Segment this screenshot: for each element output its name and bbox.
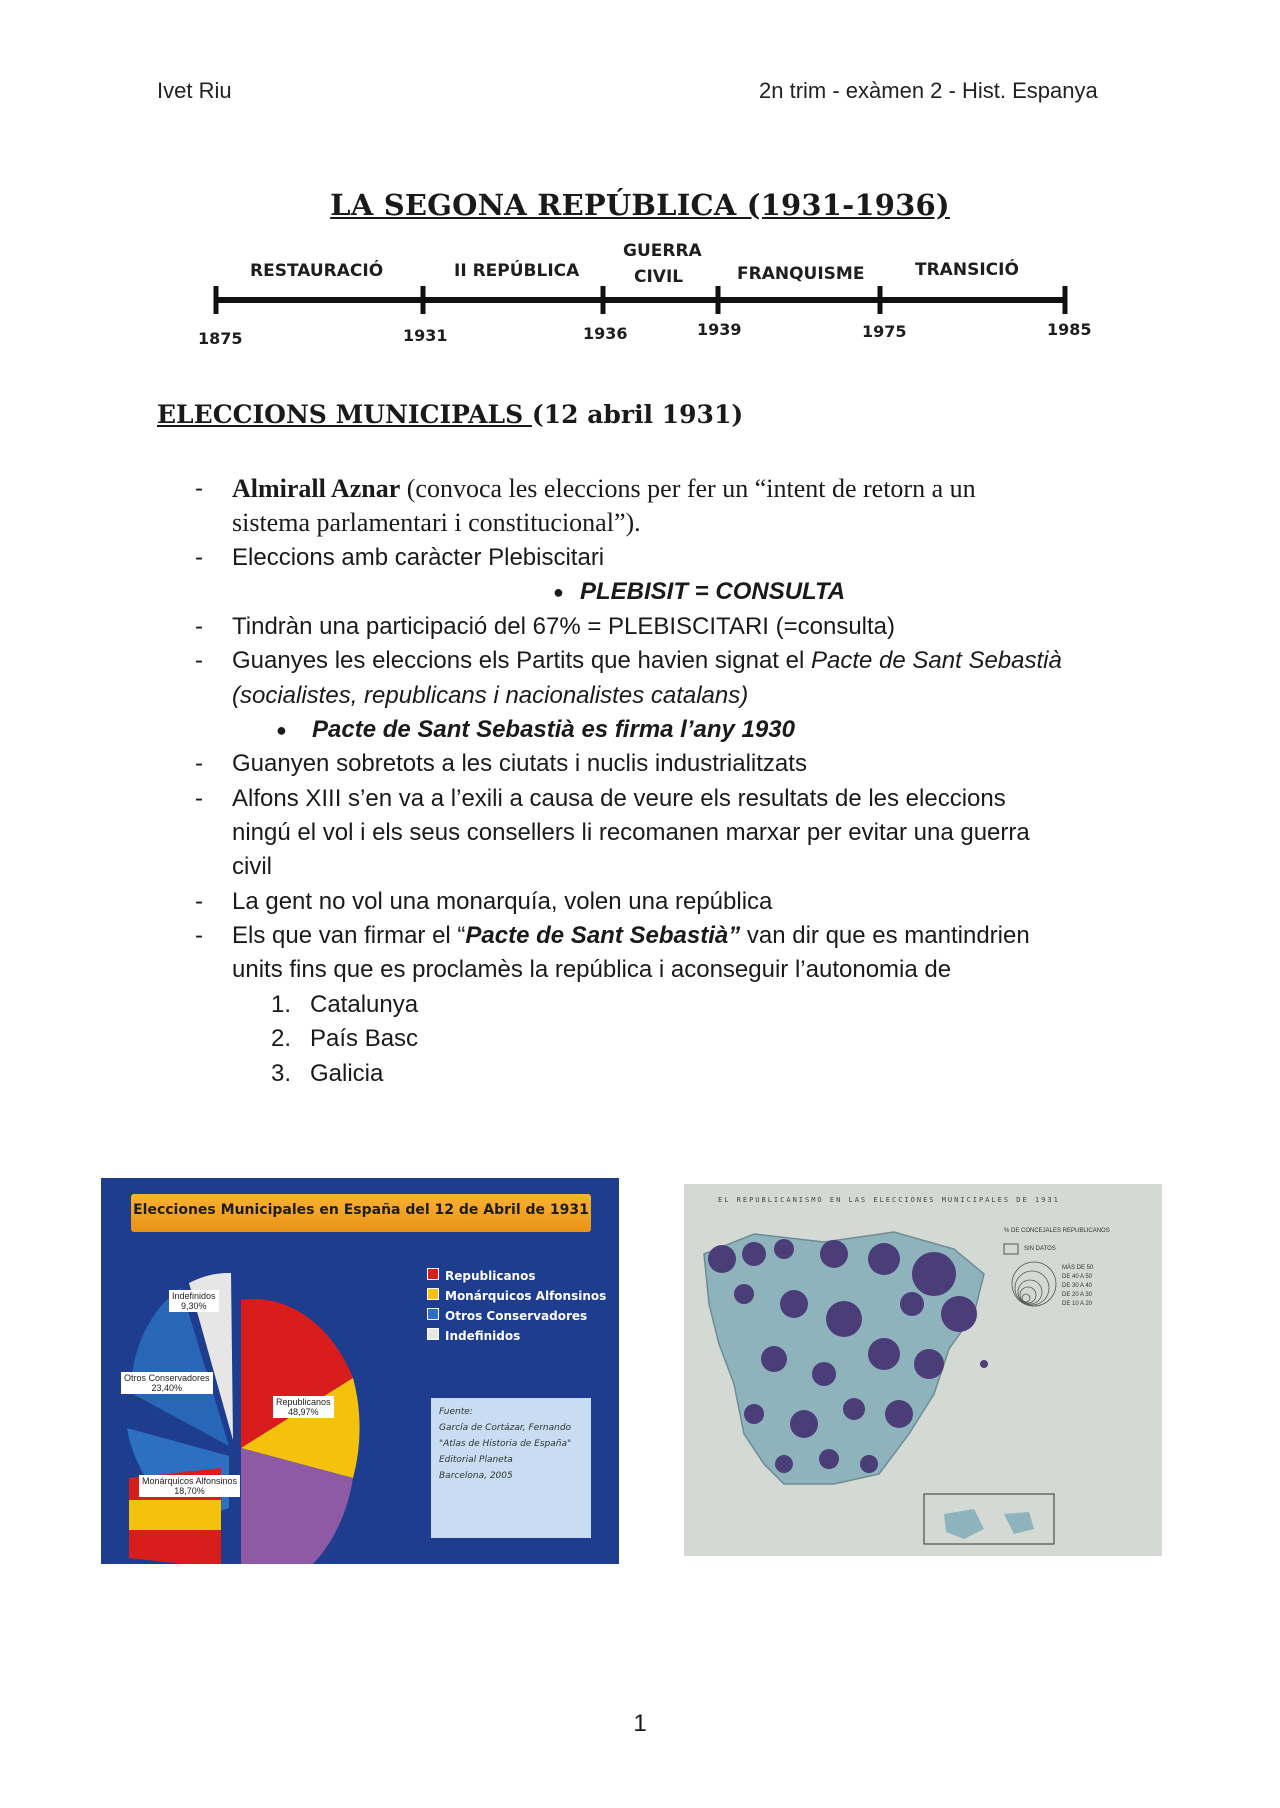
list-dash: - [195, 750, 203, 777]
list-item-cont: civil [232, 853, 272, 880]
numbered-item: Catalunya [310, 991, 419, 1018]
republicanism-map-figure [684, 1184, 1162, 1556]
item-italic: Pacte de Sant Sebastià [811, 647, 1062, 674]
list-dash: - [195, 544, 203, 571]
pie-legend [427, 1266, 606, 1346]
numbered-marker: 3. [271, 1060, 292, 1087]
timeline-label-civil: CIVIL [634, 267, 684, 287]
timeline-year: 1939 [697, 320, 742, 339]
item-bold-italic: Pacte de Sant Sebastià” [465, 922, 741, 949]
list-dash: - [195, 475, 203, 502]
legend-item: Republicanos [427, 1266, 606, 1286]
sub-bullet-item: Pacte de Sant Sebastià es firma l’any 1930 [312, 716, 795, 743]
list-item: Eleccions amb caràcter Plebiscitari [232, 544, 605, 571]
timeline-year: 1936 [583, 324, 628, 343]
section-title: ELECCIONS MUNICIPALS [157, 400, 532, 429]
section-heading [157, 400, 743, 429]
legend-item: Otros Conservadores [427, 1306, 606, 1326]
pie-label-repub: Republicanos 48,97% [273, 1396, 334, 1418]
legend-item: Monárquicos Alfonsinos [427, 1286, 606, 1306]
list-item [232, 472, 976, 506]
section-date: (12 abril 1931) [531, 400, 744, 429]
figure-title: Elecciones Municipales en España del 12 de Abril de 1931 [133, 1202, 589, 1218]
legend-item: Indefinidos [427, 1326, 606, 1346]
list-item-cont: sistema parlamentari i constitucional”). [232, 508, 641, 537]
map-svg [684, 1184, 1162, 1556]
map-legend-nodata: SIN DATOS [1024, 1246, 1056, 1252]
timeline-year: 1975 [862, 322, 907, 341]
list-item: La gent no vol una monarquía, volen una república [232, 888, 773, 915]
list-dash: - [195, 922, 203, 949]
item-text: Guanyes les eleccions els Partits que havien signat el [232, 647, 811, 674]
list-item: Tindràn una participació del 67% = PLEBISCITARI (=consulta) [232, 613, 895, 640]
page-number: 1 [633, 1710, 647, 1737]
numbered-marker: 1. [271, 991, 292, 1018]
item-bold: Almirall Aznar [232, 474, 401, 503]
list-item: Alfons XIII s’en va a l’exili a causa de veure els resultats de les eleccions [232, 785, 1006, 812]
list-dash: - [195, 647, 203, 674]
list-item-cont: units fins que es proclamès la república i aconseguir l’autonomia de [232, 956, 952, 983]
page-title: LA SEGONA REPÚBLICA (1931-1936) [330, 188, 950, 222]
map-title: EL REPUBLICANISMO EN LAS ELECCIONES MUNICIPALES DE 1931 [718, 1196, 1060, 1204]
list-dash: - [195, 613, 203, 640]
election-pie-figure [101, 1178, 619, 1564]
numbered-marker: 2. [271, 1025, 292, 1052]
pie-label-monar: Monárquicos Alfonsinos 18,70% [139, 1475, 240, 1497]
bullet-icon: ● [276, 720, 287, 740]
map-legend-ranges: MÁS DE 50 DE 40 A 50 DE 30 A 40 DE 20 A 30 DE 10 A 20 [1062, 1265, 1094, 1307]
header-course: 2n trim - exàmen 2 - Hist. Espanya [759, 78, 1098, 103]
source-box: Fuente: García de Cortázar, Fernando "Atlas de Historia de España" Editorial Planeta Barcelona, 2005 [431, 1398, 591, 1538]
list-item: Guanyen sobretots a les ciutats i nuclis industrialitzats [232, 750, 807, 777]
timeline-year: 1875 [198, 329, 243, 348]
pie-slice-monar-yellow [129, 1500, 221, 1530]
pie-label-indef: Indefinidos 9,30% [169, 1290, 219, 1312]
item-text: (convoca les eleccions per fer un “intent de retorn a un [400, 474, 976, 503]
item-text: Els que van firmar el “ [232, 922, 466, 949]
timeline-label-restauracio: RESTAURACIÓ [250, 261, 384, 281]
header-author: Ivet Riu [157, 78, 232, 103]
timeline-label-franquisme: FRANQUISME [737, 264, 865, 284]
list-item [232, 644, 1062, 678]
map-legend-title: % DE CONCEJALES REPUBLICANOS [1004, 1228, 1110, 1234]
numbered-item: País Basc [310, 1025, 419, 1052]
timeline-year: 1985 [1047, 320, 1092, 339]
timeline-year: 1931 [403, 326, 448, 345]
list-item-cont: ningú el vol i els seus consellers li recomanen marxar per evitar una guerra [232, 819, 1030, 846]
item-text: van dir que es mantindrien [740, 922, 1030, 949]
list-item [232, 919, 1030, 953]
timeline-label-transicio: TRANSICIÓ [915, 260, 1019, 280]
timeline-label-republica: II REPÚBLICA [454, 261, 580, 281]
list-dash: - [195, 785, 203, 812]
list-item-cont: (socialistes, republicans i nacionalistes catalans) [232, 682, 749, 709]
sub-bullet-item: PLEBISIT = CONSULTA [580, 578, 846, 605]
pie-label-otros: Otros Conservadores 23,40% [121, 1372, 213, 1394]
numbered-item: Galicia [310, 1060, 384, 1087]
bullet-icon: ● [553, 582, 564, 602]
timeline-label-guerra: GUERRA [623, 241, 702, 261]
list-dash: - [195, 888, 203, 915]
